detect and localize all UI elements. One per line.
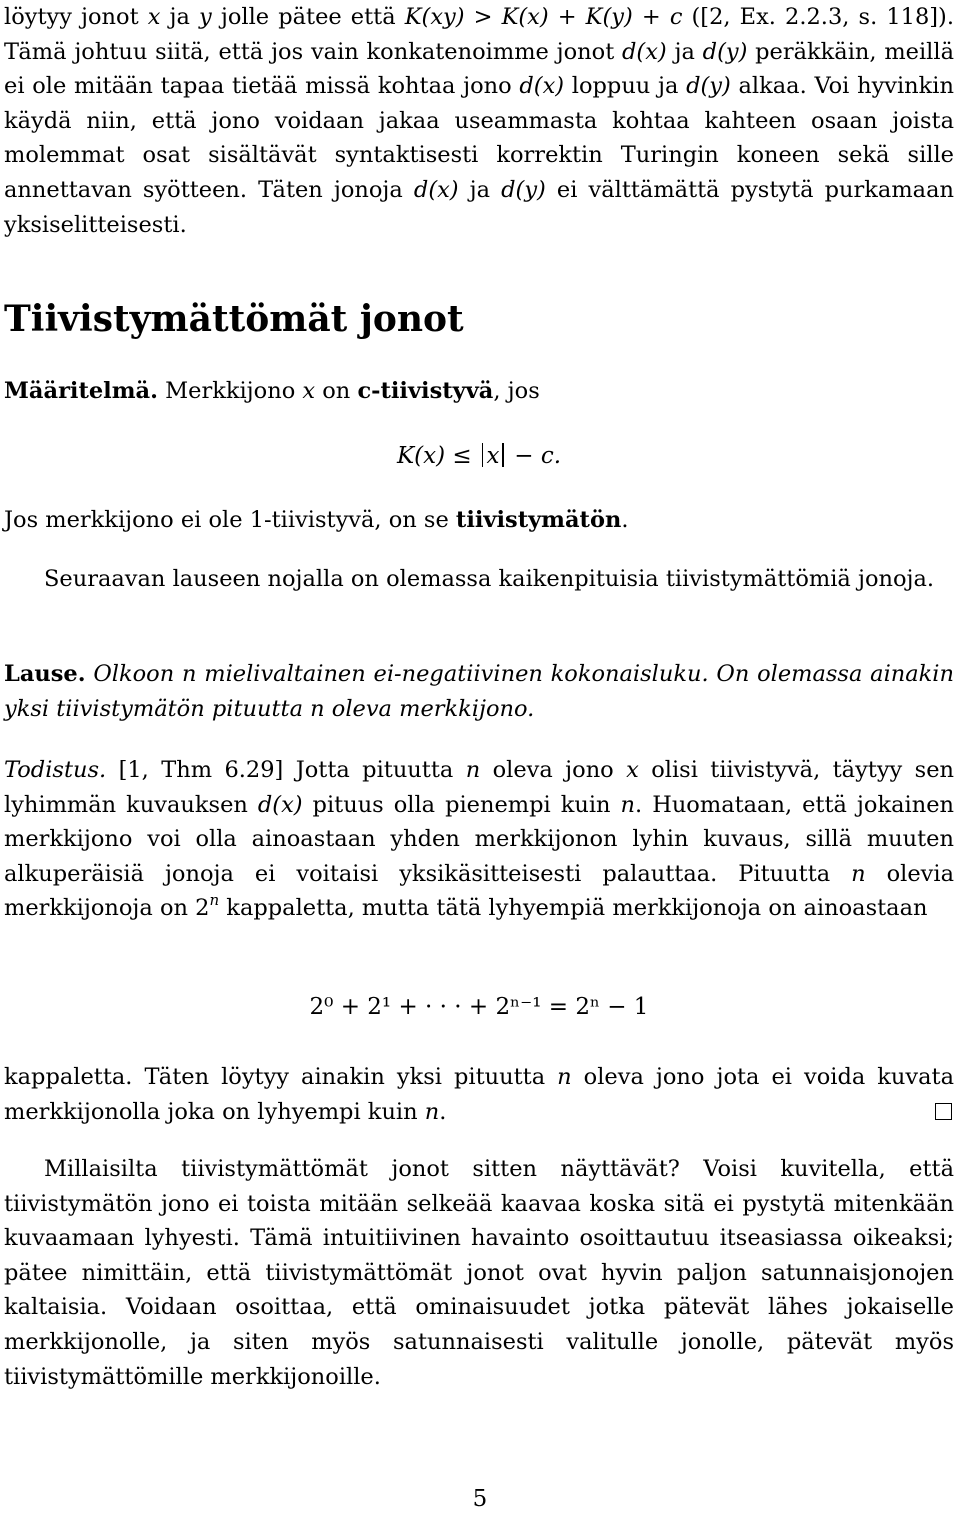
proof-conclusion: kappaletta. Täten löytyy ainakin yksi pituutta n oleva jono jota ei voida kuvata merkkijonolla joka on lyhyempi kuin n. (4, 1064, 954, 1125)
discussion-paragraph: Millaisilta tiivistymättömät jonot sitten näyttävät? Voisi kuvitella, että tiivistymätön jono ei toista mitään selkeää kaavaa koska sitä ei pystytä mitenkään kuvaamaan lyhyesti. Tämä intuitiivinen havainto osoittautuu itseasiassa oikeaksi; pätee nimittäin, että tiivistymättömät jonot ovat hyvin paljon satunnaisjonojen kaltaisia. Voidaan osoittaa, että ominaisuudet jotka pätevät lähes jokaiselle merkkijonolle, ja siten myös satunnaisesti valitulle jonolle, pätevät myös tiivistymättömille merkkijonoille. (4, 1156, 954, 1390)
intro-paragraph: löytyy jonot x ja y jolle pätee että K(xy) > K(x) + K(y) + c ([2, Ex. 2.2.3, s. 118]). Tämä johtuu siitä, että jos vain konkatenoimme jonot d(x) ja d(y) peräkkäin, meillä ei ole mitään tapaa tietää missä kohtaa jono d(x) loppuu ja d(y) alkaa. Voi hyvinkin käydä niin, että jono voidaan jakaa useammasta kohtaa kahteen osaan joista molemmat osat sisältävät syntaktisesti korrektin Turingin koneen sekä sille annettavan syötteen. Täten jonoja d(x) ja d(y) ei välttämättä pystytä purkamaan yksiselitteisesti. (4, 4, 954, 238)
definition-display-formula: K(x) ≤ x − c. (396, 443, 562, 469)
section-heading: Tiivistymättömät jonot (4, 298, 464, 340)
definition-paragraph: Määritelmä. Merkkijono x on c-tiivistyvä, jos (4, 378, 540, 404)
lemma-intro-paragraph: Seuraavan lauseen nojalla on olemassa kaikenpituisia tiivistymättömiä jonoja. (44, 566, 935, 592)
page-number: 5 (472, 1486, 488, 1512)
theorem-paragraph: Lause. Olkoon n mielivaltainen ei-negatiivinen kokonaisluku. On olemassa ainakin yksi tiivistymätön pituutta n oleva merkkijono. (4, 661, 954, 722)
sum-display-formula: 2⁰ + 2¹ + · · · + 2ⁿ⁻¹ = 2ⁿ − 1 (309, 994, 649, 1020)
qed-symbol (935, 1103, 952, 1120)
definition-continuation: Jos merkkijono ei ole 1-tiivistyvä, on se tiivistymätön. (4, 507, 629, 533)
proof-paragraph: Todistus. [1, Thm 6.29] Jotta pituutta n oleva jono x olisi tiivistyvä, täytyy sen lyhimmän kuvauksen d(x) pituus olla pienempi kuin n. Huomataan, että jokainen merkkijono voi olla ainoastaan yhden merkkijonon lyhin kuvaus, sillä muuten alkuperäisiä jonoja ei voitaisi yksikäsitteisesti palauttaa. Pituutta n olevia merkkijonoja on 2$^n$ kappaletta, mutta tätä lyhyempiä merkkijonoja on ainoastaan (4, 757, 955, 922)
